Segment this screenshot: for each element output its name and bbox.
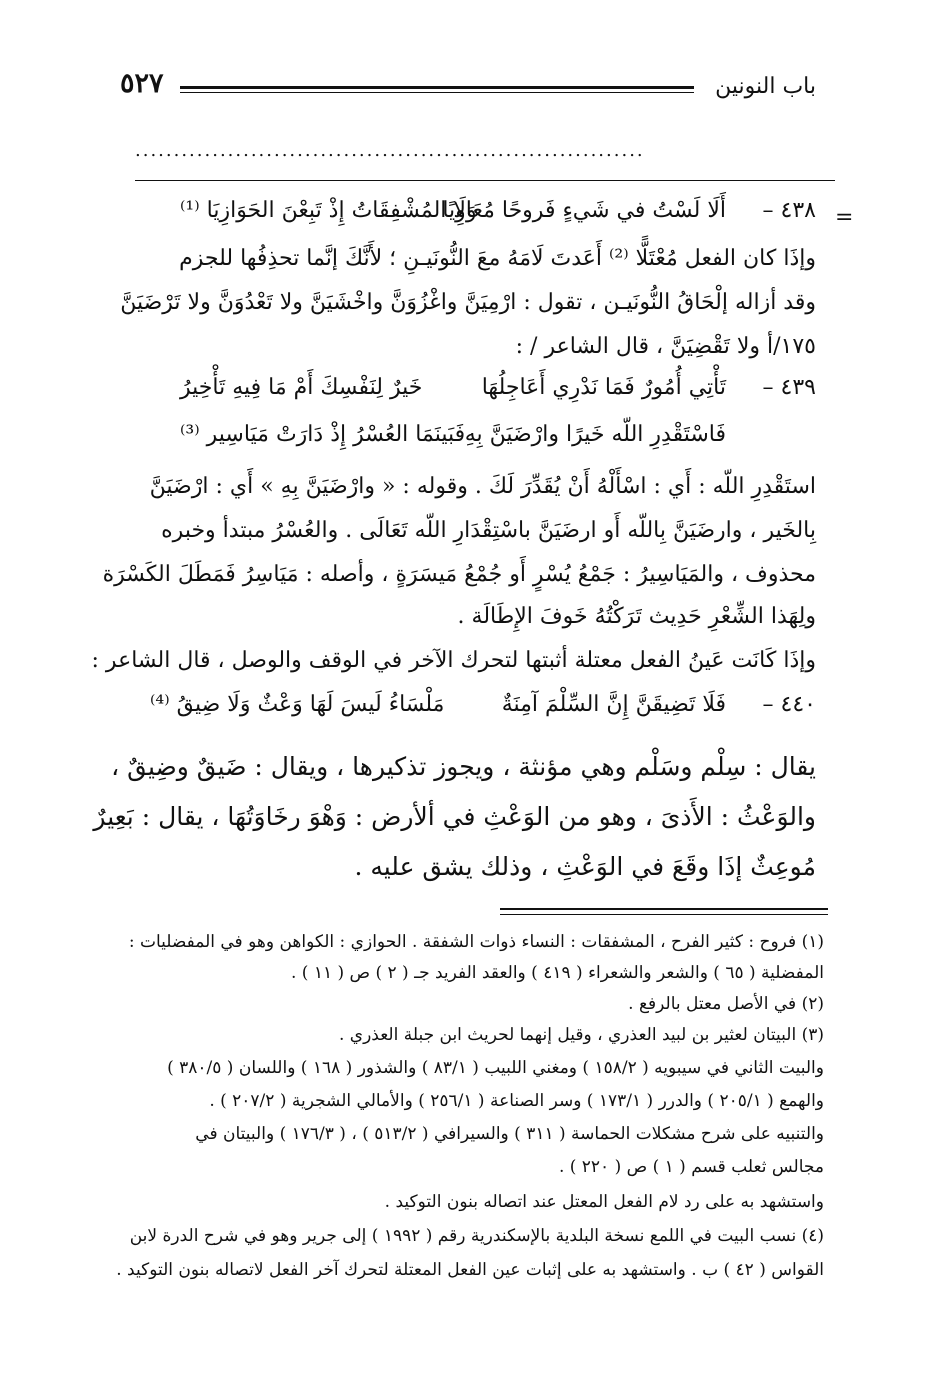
text-line: ولِهَذا الشِّعْرِ حَدِيث تَرَكْتُهُ خَوفَ الإِطَالَة . <box>457 604 816 629</box>
verse-hemistich-2: وَلَا المُشْفِقَاتُ إِذْ تَبِعْنَ الحَوَازِيَا ⁽¹⁾ <box>180 198 477 223</box>
verse-number: ٤٣٩ – <box>762 375 816 400</box>
verse-hemistich-1: تَأْتِي أُمُورٌ فَمَا نَدْرِي أَعَاجِلُهَا <box>481 375 726 400</box>
footnote-line: (١) فروح : كثير الفرح ، المشفقات : النساء ذوات الشفقة . الحوازي : الكواهن وهو في المفضليات : <box>128 932 824 952</box>
text-line: وإذَا كان الفعل مُعْتَلًّا ⁽²⁾ أَعَدتَ لَامَهُ معَ النُّونَيـنِ ؛ لأَنَّكَ إنَّما تحذِفُها للجزم <box>179 246 816 271</box>
page-number: ٥٢٧ <box>120 68 164 99</box>
separator-rule <box>135 180 835 181</box>
text-line: يقال : سِلْم وسَلْم وهي مؤنثة ، ويجوز تذكيرها ، ويقال : ضَيقٌ وضِيقٌ ، <box>111 752 816 781</box>
footnote-line: والتنبيه على شرح مشكلات الحماسة ( ٣١١ ) والسيرافي ( ٥١٣/٢ ) ، ( ١٧٦/٣ ) والبيتان في <box>195 1124 824 1144</box>
verse-hemistich-2: مَلْسَاءُ لَيسَ لَهَا وَعْثٌ وَلَا ضِيقُ ⁽⁴⁾ <box>150 692 445 717</box>
footnote-line: (٤) نسب البيت في اللمع نسخة البلدية بالإسكندرية رقم ( ١٩٩٢ ) إلى جرير وهو في شرح الدرة لابن <box>129 1226 824 1246</box>
verse-hemistich-2: خَيرٌ لِنَفْسِكَ أَمْ مَا فِيهِ تَأْخِيرُ <box>180 375 423 400</box>
footnote-line: القواس ( ٤٢ ) ب . واستشهد به على إثبات عين الفعل المعتلة لتحرك آخر الفعل لاتصاله بنون التوكيد . <box>116 1260 824 1280</box>
footnote-line: واستشهد به على رد لام الفعل المعتل عند اتصاله بنون التوكيد . <box>384 1192 824 1212</box>
page-header <box>120 60 816 100</box>
chapter-title: باب النونين <box>715 74 816 99</box>
dotted-separator: .................................................................. <box>135 140 645 161</box>
verse-hemistich-1: أَلَا لَسْتُ في شَيءٍ فَروحًا مُعَاوِيًا <box>442 198 726 223</box>
text-line: محذوف ، والمَيَاسِيرُ : جَمْعُ يُسْرٍ أَو جُمْعُ مَيسَرَةٍ ، وأصله : مَيَاسِرُ فَمَطَلَ الكَسْرَة <box>102 562 816 587</box>
header-rule-thin <box>180 92 694 93</box>
text-line: والوَعْثُ : الأَذىَ ، وهو من الوَعْثِ في ألأرض : وَهْوَ رخَاوَتُهَا ، يقال : بَعِيرٌ <box>93 802 816 831</box>
text-line: ١٧٥/أ ولا تَقْضِيَنَّ ، قال الشاعر / : <box>515 334 816 359</box>
verse-hemistich-1: فَاسْتَقْدِرِ اللّه خَيرًا وارْضَيَنَّ بِهِ <box>464 422 726 447</box>
footnote-rule-thin <box>500 914 828 915</box>
footnote-line: (٢) في الأصل معتل بالرفع . <box>628 994 824 1014</box>
footnote-line: مجالس ثعلب قسم ( ١ ) ص ( ٢٢٠ ) . <box>558 1157 824 1177</box>
text-line: مُوعِثٌ إذَا وقَعَ في الوَعْثِ ، وذلك يشق عليه . <box>354 852 816 881</box>
text-line: استَقْدِرِ اللّه : أَي : اسْأَلْهُ أَنْ يُقَدِّرَ لَكَ . وقوله : « وارْضَيَنَّ بِهِ » أَي : ارْضَيَنَّ <box>149 474 816 499</box>
verse-hemistich-2: فَبَينَمَا العُسْرُ إِذْ دَارَتْ مَيَاسِير ⁽³⁾ <box>180 422 466 447</box>
verse-number: ٤٤٠ – <box>762 692 816 717</box>
continuation-marker: = <box>835 205 854 230</box>
verse-hemistich-1: فَلَا تَضِيقَنَّ إِنَّ السِّلْمَ آمِنَةٌ <box>501 692 726 717</box>
footnote-line: والهمع ( ٢٠٥/١ ) والدرر ( ١٧٣/١ ) وسر الصناعة ( ٢٥٦/١ ) والأمالي الشجرية ( ٢٠٧/٢ ) . <box>209 1091 824 1111</box>
header-rule <box>180 86 694 89</box>
text-line: وإذَا كَانَت عَينُ الفعل معتلة أثبتها لتحرك الآخر في الوقف والوصل ، قال الشاعر : <box>91 648 816 673</box>
text-line: بِالخَير ، وارضَيَنَّ بِاللّه أَو ارضَيَنَّ باسْتِقْدَارِ اللّه تَعَالَى . والعُسْرُ مبتدأ وخبره <box>161 518 816 543</box>
verse-number: ٤٣٨ – <box>762 198 816 223</box>
footnote-rule <box>500 908 828 910</box>
footnote-line: (٣) البيتان لعثير بن لبيد العذري ، وقيل إنهما لحريث ابن جبلة العذري . <box>338 1025 824 1045</box>
text-line: وقد أزاله إلْحَاقُ النُّونَيـن ، تقول : ارْمِيَنَّ واغْزُوَنَّ واخْشَيَنَّ ولا تَعْدُوَنَّ ولا تَرْضَيَنَّ <box>120 290 816 315</box>
footnote-line: والبيت الثاني في سيبويه ( ١٥٨/٢ ) ومغني اللبيب ( ٨٣/١ ) والشذور ( ١٦٨ ) واللسان ( ٣٨٠/٥ ) <box>167 1058 824 1078</box>
footnote-line: المفضلية ( ٦٥ ) والشعر والشعراء ( ٤١٩ ) والعقد الفريد جـ ( ٢ ) ص ( ١١ ) . <box>290 963 824 983</box>
